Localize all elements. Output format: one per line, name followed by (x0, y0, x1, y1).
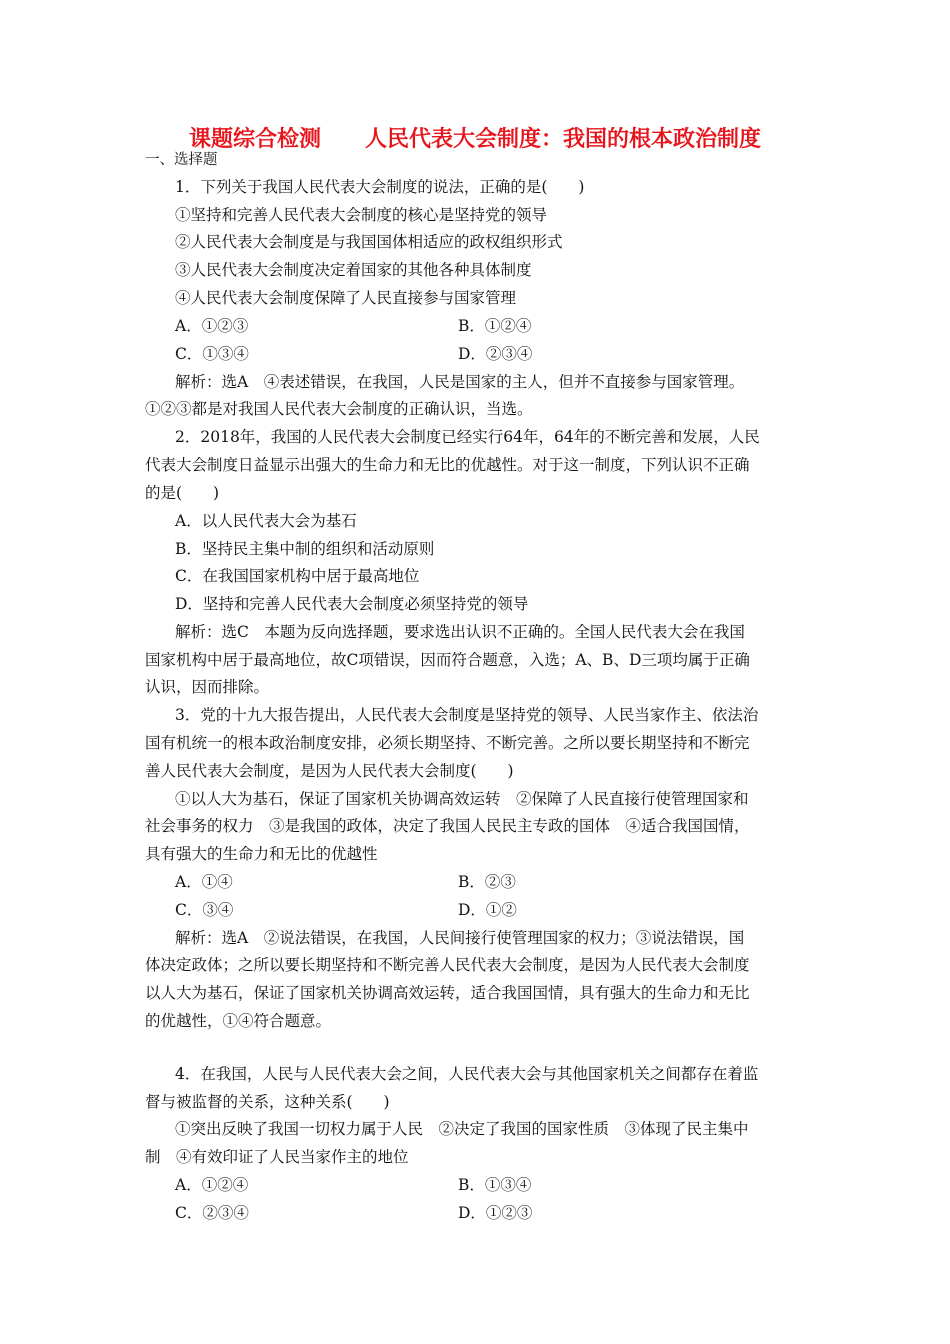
question-stem: 2．2018年，我国的人民代表大会制度已经实行64年，64年的不断完善和发展，人民 (175, 428, 760, 446)
analysis-line: 以人大为基石，保证了国家机关协调高效运转，适合我国国情，具有强大的生命力和无比 (145, 984, 750, 1002)
option-a: A．①②④ (175, 1176, 249, 1194)
question-stem: 1．下列关于我国人民代表大会制度的说法，正确的是( ) (175, 178, 585, 196)
option-d: D．①② (458, 901, 517, 919)
option-b: B．①②④ (458, 317, 532, 335)
option-d: D．坚持和完善人民代表大会制度必须坚持党的领导 (175, 595, 529, 613)
option-a: A．以人民代表大会为基石 (175, 512, 357, 530)
option-d: D．①②③ (458, 1204, 533, 1222)
analysis-line: 解析：选C 本题为反向选择题，要求选出认识不正确的。全国人民代表大会在我国 (175, 623, 745, 641)
question-stem: 国有机统一的根本政治制度安排，必须长期坚持、不断完善。之所以要长期坚持和不断完 (145, 734, 750, 752)
option-b: B．①③④ (458, 1176, 532, 1194)
option-c: C．③④ (175, 901, 234, 919)
question-stem: 善人民代表大会制度，是因为人民代表大会制度( ) (145, 762, 514, 780)
statement-item: ①突出反映了我国一切权力属于人民 ②决定了我国的国家性质 ③体现了民主集中 (175, 1120, 749, 1138)
option-d: D．②③④ (458, 345, 533, 363)
question-stem: 4．在我国，人民与人民代表大会之间，人民代表大会与其他国家机关之间都存在着监 (175, 1065, 759, 1083)
statement-item: 具有强大的生命力和无比的优越性 (145, 845, 378, 863)
question-stem: 代表大会制度日益显示出强大的生命力和无比的优越性。对于这一制度，下列认识不正确 (145, 456, 750, 474)
analysis-line: 的优越性，①④符合题意。 (145, 1012, 332, 1030)
statement-item: 制 ④有效印证了人民当家作主的地位 (145, 1148, 409, 1166)
analysis-line: ①②③都是对我国人民代表大会制度的正确认识，当选。 (145, 400, 533, 418)
question-stem: 的是( ) (145, 484, 220, 502)
statement-item: ②人民代表大会制度是与我国国体相适应的政权组织形式 (175, 233, 563, 251)
option-a: A．①④ (175, 873, 233, 891)
question-stem: 督与被监督的关系，这种关系( ) (145, 1093, 390, 1111)
section-heading: 一、选择题 (145, 152, 218, 168)
analysis-line: 体决定政体；之所以要长期坚持和不断完善人民代表大会制度，是因为人民代表大会制度 (145, 956, 750, 974)
option-c: C．①③④ (175, 345, 249, 363)
option-b: B．坚持民主集中制的组织和活动原则 (175, 540, 435, 558)
option-c: C．②③④ (175, 1204, 249, 1222)
option-c: C．在我国国家机构中居于最高地位 (175, 567, 420, 585)
analysis-line: 国家机构中居于最高地位，故C项错误，因而符合题意，入选；A、B、D三项均属于正确 (145, 651, 750, 669)
statement-item: 社会事务的权力 ③是我国的政体，决定了我国人民民主专政的国体 ④适合我国国情， (145, 817, 750, 835)
statement-item: ③人民代表大会制度决定着国家的其他各种具体制度 (175, 261, 532, 279)
statement-item: ①坚持和完善人民代表大会制度的核心是坚持党的领导 (175, 206, 548, 224)
page-title: 课题综合检测 人民代表大会制度：我国的根本政治制度 (188, 127, 761, 152)
question-stem: 3．党的十九大报告提出，人民代表大会制度是坚持党的领导、人民当家作主、依法治 (175, 706, 759, 724)
option-b: B．②③ (458, 873, 516, 891)
statement-item: ①以人大为基石，保证了国家机关协调高效运转 ②保障了人民直接行使管理国家和 (175, 790, 749, 808)
option-a: A．①②③ (175, 317, 249, 335)
analysis-line: 解析：选A ④表述错误，在我国，人民是国家的主人，但并不直接参与国家管理。 (175, 373, 745, 391)
analysis-line: 解析：选A ②说法错误，在我国，人民间接行使管理国家的权力；③说法错误，国 (175, 929, 745, 947)
analysis-line: 认识，因而排除。 (145, 678, 270, 696)
statement-item: ④人民代表大会制度保障了人民直接参与国家管理 (175, 289, 517, 307)
